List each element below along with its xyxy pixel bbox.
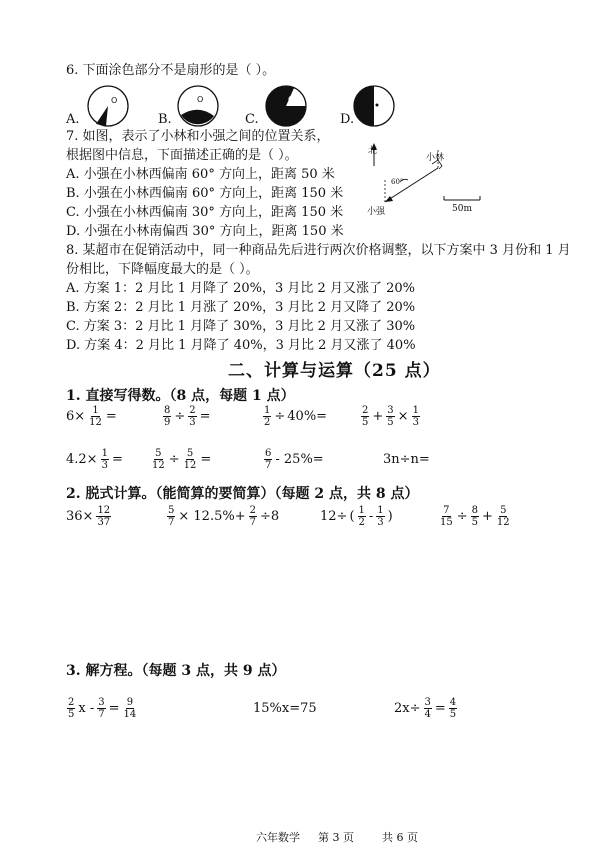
calc2-item-2: $\frac{5}{7}$ × 12.5%+ $\frac{2}{7}$ ÷8 bbox=[168, 505, 280, 528]
calc2-item-4: $\frac{7}{15}$ ÷ $\frac{8}{5}$ + $\frac{5}{12}$ bbox=[440, 505, 510, 528]
circle-b-figure bbox=[176, 84, 220, 128]
calc-item-5: 4.2× $\frac{1}{3}$ = bbox=[66, 448, 123, 471]
equation-2: 15%x=75 bbox=[253, 701, 317, 716]
q6-option-a[interactable]: A. bbox=[66, 112, 80, 127]
circle-d-figure bbox=[352, 84, 396, 128]
section-title: 二、计算与运算（25 点） bbox=[228, 361, 441, 381]
calc-item-6: $\frac{5}{12}$ ÷ $\frac{5}{12}$ = bbox=[152, 448, 212, 471]
q8-stem-line1: 8. 某超市在促销活动中，同一种商品先后进行两次价格调整，以下方案中 3 月份和 1 月 bbox=[66, 243, 571, 258]
calc-item-3: $\frac{1}{2}$ ÷ 40%= bbox=[264, 405, 328, 428]
equation-1: $\frac{2}{5}$ x - $\frac{3}{7}$ = $\frac{9}{14}$ bbox=[68, 697, 137, 720]
angle-label: 60° bbox=[391, 178, 404, 186]
q8-option-a[interactable]: A. 方案 1：2 月比 1 月降了 20%，3 月比 2 月又涨了 20% bbox=[66, 281, 415, 296]
q7-stem-line1: 7. 如图，表示了小林和小强之间的位置关系， bbox=[66, 129, 330, 144]
q7-option-d[interactable]: D. 小强在小林南偏西 30° 方向上，距离 150 米 bbox=[66, 224, 344, 239]
footer-subject: 六年数学 bbox=[256, 831, 300, 844]
circle-c-figure bbox=[264, 84, 308, 128]
q7-option-a[interactable]: A. 小强在小林西偏南 60° 方向上，距离 50 米 bbox=[66, 167, 335, 182]
north-label: 北 bbox=[368, 146, 378, 156]
q6-option-d[interactable]: D. bbox=[340, 112, 355, 127]
q7-option-c[interactable]: C. 小强在小林西偏南 30° 方向上，距离 150 米 bbox=[66, 205, 344, 220]
part2-title: 2. 脱式计算。（能简算的要简算）（每题 2 点，共 8 点） bbox=[66, 486, 419, 502]
q6-stem: 6. 下面涂色部分不是扇形的是（ ）。 bbox=[66, 63, 276, 78]
q8-option-c[interactable]: C. 方案 3：2 月比 1 月降了 30%，3 月比 2 月又涨了 30% bbox=[66, 319, 416, 334]
calc-item-1: 6× $\frac{1}{12}$ = bbox=[66, 405, 117, 428]
xiaoqiang-label: 小强 bbox=[367, 207, 386, 217]
q8-stem-line2: 份相比，下降幅度最大的是（ ）。 bbox=[66, 262, 259, 277]
q6-option-c[interactable]: C. bbox=[245, 112, 259, 127]
q8-option-b[interactable]: B. 方案 2：2 月比 1 月涨了 20%，3 月比 2 月又降了 20% bbox=[66, 300, 416, 315]
part3-title: 3. 解方程。（每题 3 点，共 9 点） bbox=[66, 663, 286, 679]
footer-total: 共 6 页 bbox=[382, 831, 418, 844]
svg-text:O: O bbox=[111, 96, 118, 105]
q8-option-d[interactable]: D. 方案 4：2 月比 1 月降了 40%，3 月比 2 月又涨了 40% bbox=[66, 338, 416, 353]
circle-a-figure bbox=[86, 84, 130, 128]
footer-page: 第 3 页 bbox=[318, 831, 354, 844]
calc-item-4: $\frac{2}{5}$ + $\frac{3}{5}$ × $\frac{1}{3}$ bbox=[362, 405, 419, 428]
calc2-item-1: 36× $\frac{12}{37}$ bbox=[66, 505, 111, 528]
scale-label: 50m bbox=[452, 204, 472, 214]
q7-stem-line2: 根据图中信息，下面描述正确的是（ ）。 bbox=[66, 148, 298, 163]
equation-3: 2x÷ $\frac{3}{4}$ = $\frac{4}{5}$ bbox=[394, 697, 457, 720]
calc-item-2: $\frac{8}{9}$ ÷ $\frac{2}{3}$ = bbox=[164, 405, 211, 428]
calc2-item-3: 12÷ ( $\frac{1}{2}$ - $\frac{1}{3}$ ) bbox=[320, 505, 393, 528]
part1-title: 1. 直接写得数。（8 点，每题 1 点） bbox=[66, 388, 295, 404]
svg-text:O: O bbox=[197, 95, 204, 104]
svg-text:O: O bbox=[288, 95, 295, 104]
calc-item-8: 3n÷n= bbox=[383, 452, 430, 467]
xiaolin-label: 小林 bbox=[426, 153, 445, 163]
q6-option-b[interactable]: B. bbox=[158, 112, 172, 127]
q7-option-b[interactable]: B. 小强在小林西偏南 60° 方向上，距离 150 米 bbox=[66, 186, 344, 201]
calc-item-7: $\frac{6}{7}$ - 25%= bbox=[265, 448, 324, 471]
